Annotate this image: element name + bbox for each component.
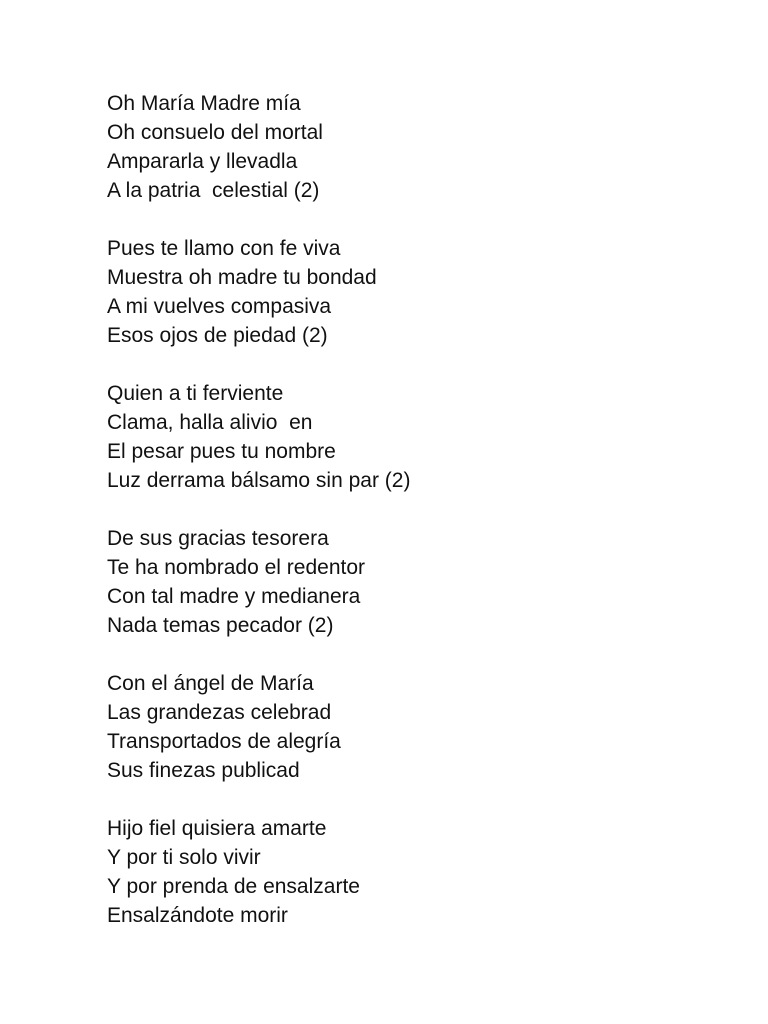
stanza-line: Transportados de alegría xyxy=(107,730,341,753)
stanza-line: Hijo fiel quisiera amarte xyxy=(107,817,327,840)
stanza-line: Las grandezas celebrad xyxy=(107,701,332,724)
stanza-line: A mi vuelves compasiva xyxy=(107,295,332,318)
stanza-line: Y por prenda de ensalzarte xyxy=(107,875,360,898)
stanza-line: Oh consuelo del mortal xyxy=(107,121,323,144)
stanza-line: El pesar pues tu nombre xyxy=(107,440,336,463)
stanza-6 xyxy=(107,814,727,930)
stanza-line: Ampararla y llevadla xyxy=(107,150,298,173)
stanza-4 xyxy=(107,524,727,640)
stanza-line: Nada temas pecador (2) xyxy=(107,614,334,637)
stanza-line: Con tal madre y medianera xyxy=(107,585,361,608)
stanza-line: Te ha nombrado el redentor xyxy=(107,556,365,579)
stanza-line: Esos ojos de piedad (2) xyxy=(107,324,328,347)
stanza-line: Y por ti solo vivir xyxy=(107,846,261,869)
stanza-3 xyxy=(107,379,727,495)
stanza-line: A la patria celestial (2) xyxy=(107,179,320,202)
stanza-line: Oh María Madre mía xyxy=(107,92,301,115)
stanza-line: Muestra oh madre tu bondad xyxy=(107,266,377,289)
stanza-line: Luz derrama bálsamo sin par (2) xyxy=(107,469,411,492)
stanza-line: Quien a ti ferviente xyxy=(107,382,284,405)
stanza-line: Clama, halla alivio en xyxy=(107,411,313,434)
lyrics-body xyxy=(107,89,727,959)
stanza-line: Sus finezas publicad xyxy=(107,759,300,782)
stanza-line: Ensalzándote morir xyxy=(107,904,288,927)
stanza-2 xyxy=(107,234,727,350)
stanza-line: Con el ángel de María xyxy=(107,672,314,695)
stanza-line: De sus gracias tesorera xyxy=(107,527,329,550)
stanza-line: Pues te llamo con fe viva xyxy=(107,237,341,260)
stanza-1 xyxy=(107,89,727,205)
stanza-5 xyxy=(107,669,727,785)
